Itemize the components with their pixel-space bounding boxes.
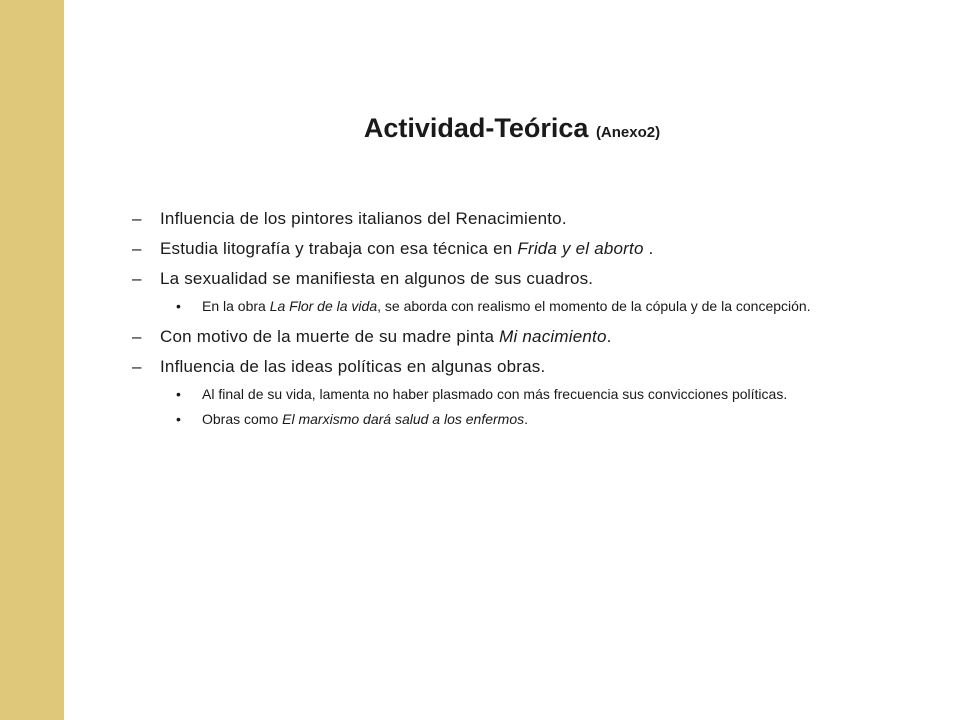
- bullet-text: Influencia de las ideas políticas en algunas obras.: [160, 357, 546, 376]
- sub-bullet-convicciones: [130, 383, 880, 405]
- dot-marker: •: [176, 411, 181, 427]
- sub-bullet-text-end: .: [524, 411, 529, 427]
- dash-marker: –: [132, 239, 142, 258]
- bullet-list: [130, 207, 880, 433]
- decorative-sidebar: [0, 0, 64, 720]
- bullet-text: La sexualidad se manifiesta en algunos de sus cuadros.: [160, 269, 594, 288]
- bullet-ideas-politicas: [130, 355, 880, 379]
- bullet-text: Estudia litografía y trabaja con esa técnica en: [160, 239, 518, 258]
- title-text: Actividad-Teórica: [363, 113, 589, 143]
- sub-bullet-text: En la obra: [202, 298, 270, 314]
- dot-marker: •: [176, 298, 181, 314]
- title-annex: (Anexo2): [595, 124, 661, 141]
- bullet-text-end: .: [643, 239, 654, 258]
- artwork-title: La Flor de la vida: [269, 298, 378, 314]
- artwork-title: El marxismo dará salud a los enfermos: [282, 411, 525, 427]
- sub-bullet-text: Obras como: [202, 411, 283, 427]
- sub-bullet-marxismo: [130, 408, 880, 430]
- dash-marker: –: [132, 209, 142, 228]
- dash-marker: –: [132, 269, 142, 288]
- sub-bullet-flor-de-la-vida: [130, 295, 880, 317]
- bullet-text-end: .: [606, 327, 612, 346]
- bullet-text: Influencia de los pintores italianos del Renacimiento.: [160, 209, 567, 228]
- artwork-title: Mi nacimiento: [499, 327, 607, 346]
- slide-title: [64, 108, 960, 153]
- sub-bullet-text: Al final de su vida, lamenta no haber plasmado con más frecuencia sus convicciones políticas.: [202, 386, 788, 402]
- bullet-nacimiento: [130, 325, 880, 349]
- dash-marker: –: [132, 357, 142, 376]
- dash-marker: –: [132, 327, 142, 346]
- sub-bullet-text-end: , se aborda con realismo el momento de la cópula y de la concepción.: [377, 298, 811, 314]
- bullet-litografia: [130, 237, 880, 261]
- dot-marker: •: [176, 386, 181, 402]
- artwork-title: Frida y el aborto: [517, 239, 644, 258]
- bullet-renacimiento: [130, 207, 880, 231]
- bullet-sexualidad: [130, 267, 880, 291]
- bullet-text: Con motivo de la muerte de su madre pinta: [160, 327, 500, 346]
